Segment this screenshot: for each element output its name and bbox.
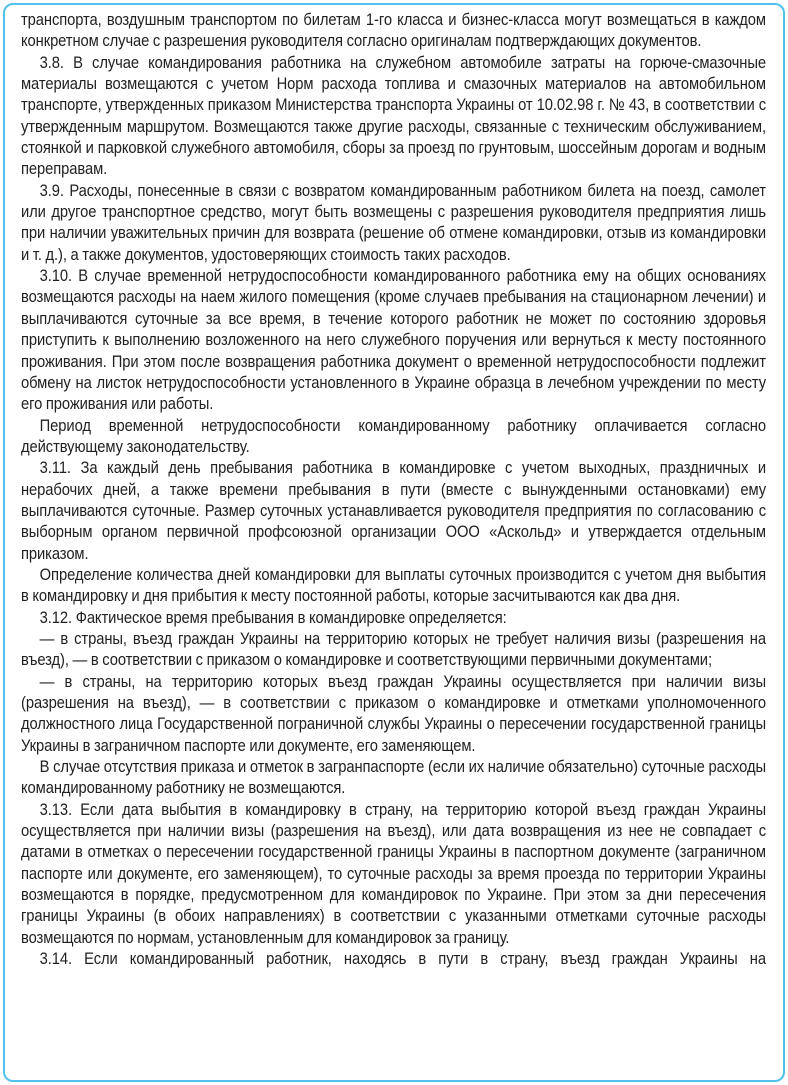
paragraph-3-13: 3.13. Если дата выбытия в командировку в страну, на территорию которой въезд граждан Украины осуществляется при наличии визы (разрешения на въезд), или дата возвращения из нее не совпадает с датами в отметках о пересечении государственной границы Украины в паспортном документе (заграничном паспорте или документе, его заменяющем), то суточные расходы за время проезда по территории Украины возмещаются в порядке, предусмотренном для командировок по Украине. При этом за дни пересечения границы Украины (в обоих направлениях) в соответствии с указанными отметками суточные расходы возмещаются по нормам, установленным для командировок за границу. — [21, 799, 766, 947]
paragraph-3-8: 3.8. В случае командирования работника на служебном автомобиле затраты на горюче-смазочные материалы возмещаются с учетом Норм расхода топлива и смазочных материалов на автомобильном транспорте, утвержденных приказом Министерства транспорта Украины от 10.02.98 г. № 43, в соответствии с утвержденным маршрутом. Возмещаются также другие расходы, связанные с техническим обслуживанием, стоянкой и парковкой служебного автомобиля, сборы за проезд по грунтовым, шоссейным дорогам и водным переправам. — [21, 52, 766, 179]
paragraph-3-11: 3.11. За каждый день пребывания работника в командировке с учетом выходных, праздничных и нерабочих дней, а также времени пребывания в пути (вместе с вынужденными остановками) ему выплачиваются суточные. Размер суточных устанавливается руководителя предприятия по согласованию с выборным органом первичной профсоюзной организации ООО «Аскольд» и утверждается отдельным приказом. — [21, 458, 766, 563]
paragraph-3-12-item-no-visa: — в страны, въезд граждан Украины на территорию которых не требует наличия визы (разрешения на въезд), — в соответствии с приказом о командировке и соответствующими первичными документами; — [21, 628, 766, 670]
paragraph-days-count: Определение количества дней командировки для выплаты суточных производится с учетом дня выбытия в командировку и дня прибытия к месту постоянной работы, которые засчитываются как два дня. — [21, 564, 766, 606]
document-text-block — [21, 9, 766, 969]
paragraph-3-14-truncated: 3.14. Если командированный работник, находясь в пути в страну, въезд граждан Украины на — [39, 949, 766, 969]
paragraph-3-12: 3.12. Фактическое время пребывания в командировке определяется: — [39, 607, 507, 627]
paragraph-sick-leave-pay: Период временной нетрудоспособности командированному работнику оплачивается согласно действующему законодательству. — [21, 415, 766, 456]
paragraph-3-12-item-visa: — в страны, на территорию которых въезд граждан Украины осуществляется при наличии визы (разрешения на въезд), — в соответствии с приказом о командировке и отметками уполномоченного должностного лица Государственной пограничной службы Украины о пересечении государственной границы Украины в заграничном паспорте или документе, его заменяющем. — [21, 671, 766, 755]
paragraph-continuation: транспорта, воздушным транспортом по билетам 1-го класса и бизнес-класса могут возмещаться в каждом конкретном случае с разрешения руководителя согласно оригиналам подтверждающих документов. — [21, 10, 766, 51]
paragraph-3-10: 3.10. В случае временной нетрудоспособности командированного работника ему на общих основаниях возмещаются расходы на наем жилого помещения (кроме случаев пребывания на стационарном лечении) и выплачиваются суточные за все время, в течение которого работник не может по состоянию здоровья приступить к выполнению возложенного на него служебного поручения или вернуться к месту постоянного проживания. При этом после возвращения работника документ о временной нетрудоспособности подлежит обмену на листок нетрудоспособности установленного в Украине образца в лечебном учреждении по месту его проживания или работы. — [21, 266, 766, 414]
paragraph-3-9: 3.9. Расходы, понесенные в связи с возвратом командированным работником билета на поезд, самолет или другое транспортное средство, могут быть возмещены с разрешения руководителя предприятия лишь при наличии уважительных причин для возврата (решение об отмене командировки, отзыв из командировки и т. д.), а также документов, удостоверяющих стоимость таких расходов. — [21, 180, 766, 264]
paragraph-no-order-no-per-diem: В случае отсутствия приказа и отметок в загранпаспорте (если их наличие обязательно) суточные расходы командированному работнику не возмещаются. — [21, 757, 766, 798]
